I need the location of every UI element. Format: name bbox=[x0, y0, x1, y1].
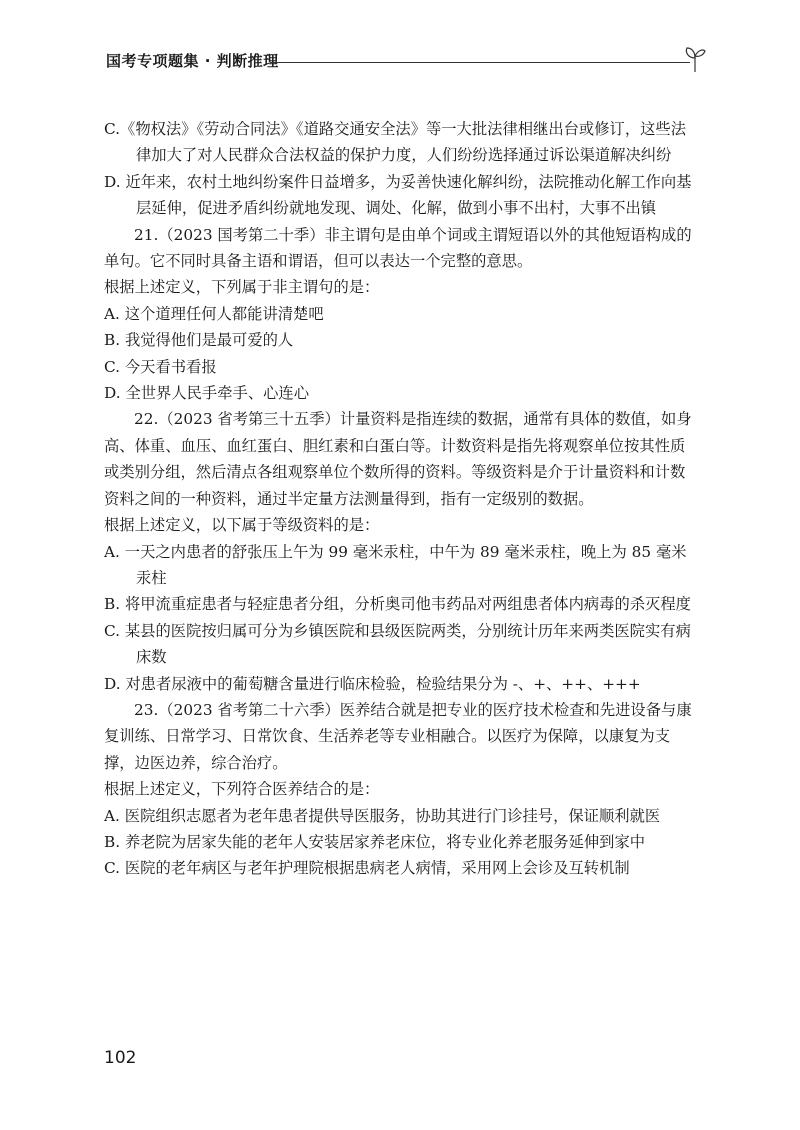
q22-prompt: 根据上述定义，以下属于等级资料的是： bbox=[104, 516, 380, 535]
q22-option-a: A. 一天之内患者的舒张压上午为 99 毫米汞柱，中午为 89 毫米汞柱，晚上为 85 毫米汞柱 bbox=[104, 542, 687, 587]
q23-option-a: A. 医院组织志愿者为老年患者提供导医服务，协助其进行门诊挂号，保证顺利就医 bbox=[104, 806, 661, 825]
header-rule bbox=[270, 62, 690, 63]
sprout-icon bbox=[684, 46, 706, 72]
page-content bbox=[104, 116, 700, 882]
q23-option-b: B. 养老院为居家失能的老年人安装居家养老床位，将专业化养老服务延伸到家中 bbox=[104, 832, 646, 851]
q22-stem: 22.（2023 省考第三十五季）计量资料是指连续的数据，通常有具体的数值，如身高、体重、血压、血红蛋白、胆红素和白蛋白等。计数资料是指先将观察单位按其性质或类别分组，然后清点各组观察单位个数所得的资料。等级资料是介于计量资料和计数资料之间的一种资料，通过半定量方法测量得到，指有一定级别的数据。 bbox=[104, 410, 692, 508]
q23-stem: 23.（2023 省考第二十六季）医养结合就是把专业的医疗技术检查和先进设备与康复训练、日常学习、日常饮食、生活养老等专业相融合。以医疗为保障，以康复为支撑，边医边养，综合治疗。 bbox=[104, 700, 692, 772]
q21-option-b: B. 我觉得他们是最可爱的人 bbox=[104, 331, 294, 350]
q21-option-c: C. 今天看书看报 bbox=[104, 357, 217, 376]
q22-option-d: D. 对患者尿液中的葡萄糖含量进行临床检验，检验结果分为 -、+、++、+++ bbox=[104, 674, 641, 693]
q21-option-a: A. 这个道理任何人都能讲清楚吧 bbox=[104, 304, 324, 323]
q21-stem: 21.（2023 国考第二十季）非主谓句是由单个词或主谓短语以外的其他短语构成的单句。它不同时具备主语和谓语，但可以表达一个完整的意思。 bbox=[104, 225, 692, 271]
prev-option-d: D. 近年来，农村土地纠纷案件日益增多，为妥善快速化解纠纷，法院推动化解工作向基层延伸，促进矛盾纠纷就地发现、调处、化解，做到小事不出村，大事不出镇 bbox=[104, 172, 692, 218]
page-number: 102 bbox=[104, 1048, 137, 1068]
q23-option-c: C. 医院的老年病区与老年护理院根据患病老人病情，采用网上会诊及互转机制 bbox=[104, 859, 630, 878]
q21-option-d: D. 全世界人民手牵手、心连心 bbox=[104, 384, 310, 403]
q22-option-b: B. 将甲流重症患者与轻症患者分组，分析奥司他韦药品对两组患者体内病毒的杀灭程度 bbox=[104, 595, 691, 614]
running-header bbox=[106, 48, 706, 74]
q23-prompt: 根据上述定义，下列符合医养结合的是： bbox=[104, 780, 380, 799]
prev-option-c: C.《物权法》《劳动合同法》《道路交通安全法》等一大批法律相继出台或修订，这些法律加大了对人民群众合法权益的保护力度，人们纷纷选择通过诉讼渠道解决纠纷 bbox=[104, 120, 687, 165]
q22-option-c: C. 某县的医院按归属可分为乡镇医院和县级医院两类，分别统计历年来两类医院实有病床数 bbox=[104, 621, 691, 667]
q21-prompt: 根据上述定义，下列属于非主谓句的是： bbox=[104, 278, 380, 297]
header-title: 国考专项题集 · 判断推理 bbox=[106, 52, 279, 70]
